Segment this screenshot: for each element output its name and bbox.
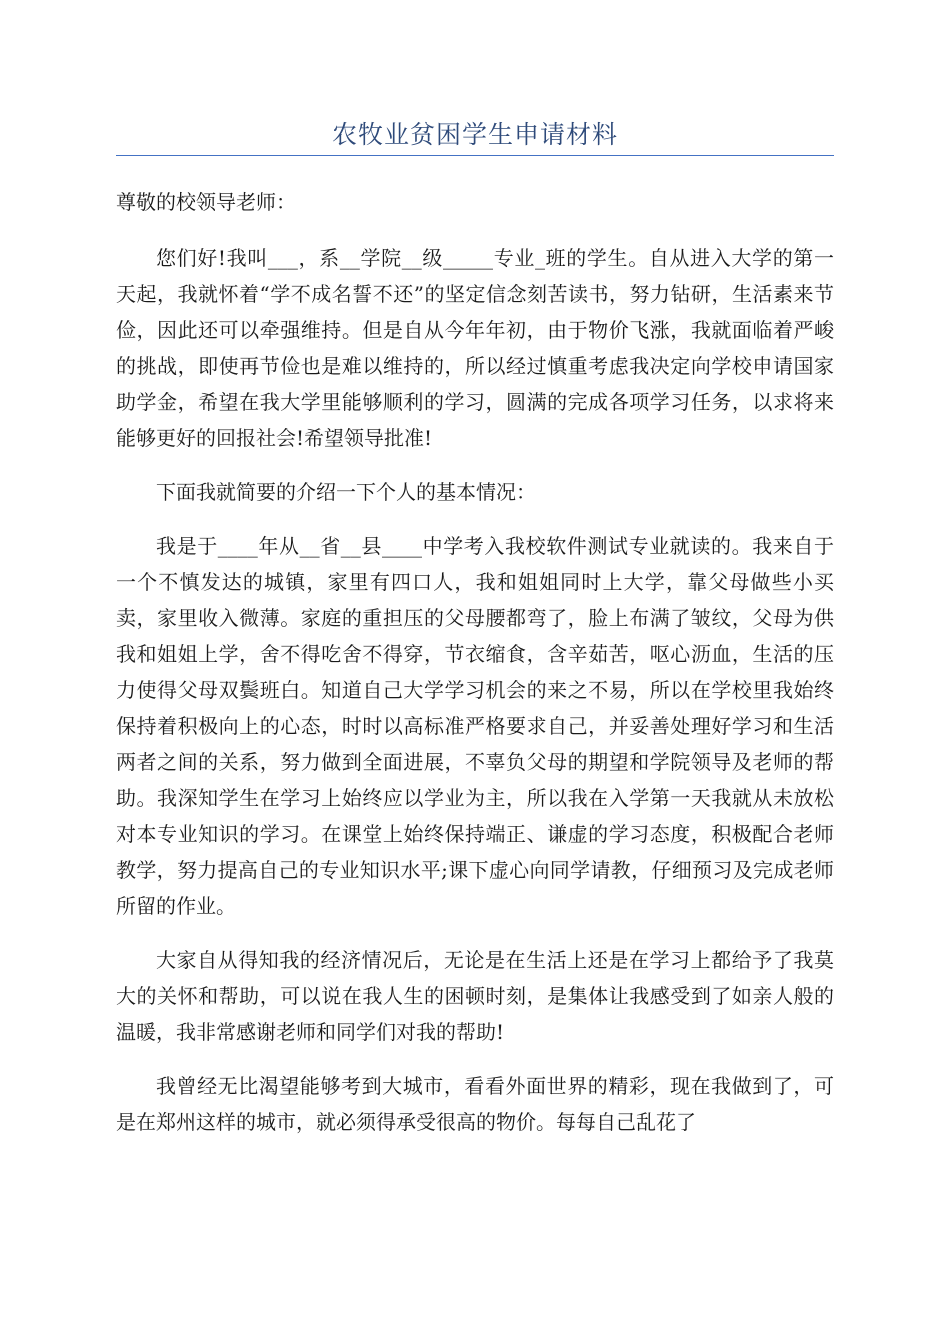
paragraph-intro: 下面我就简要的介绍一下个人的基本情况： <box>156 480 536 504</box>
paragraph-gratitude: 大家自从得知我的经济情况后，无论是在生活上还是在学习上都给予了我莫大的关怀和帮助，可以说在我人生的困顿时刻，是集体让我感受到了如亲人般的温暖，我非常感谢老师和同学们对我的帮助! <box>116 948 834 1044</box>
salutation: 尊敬的校领导老师： <box>116 190 296 214</box>
document-page <box>116 0 834 1140</box>
title-underline <box>116 155 834 156</box>
document-title: 农牧业贫困学生申请材料 <box>331 120 618 149</box>
paragraph-background: 我是于____年从__省__县____中学考入我校软件测试专业就读的。我来自于一个不慎发达的城镇，家里有四口人，我和姐姐同时上大学，靠父母做些小买卖，家里收入微薄。家庭的重担压的父母腰都弯了，脸上布满了皱纹，父母为供我和姐姐上学，舍不得吃舍不得穿，节衣缩食，含辛茹苦，呕心沥血，生活的压力使得父母双鬓班白。知道自己大学学习机会的来之不易，所以在学校里我始终保持着积极向上的心态，时时以高标准严格要求自己，并妥善处理好学习和生活两者之间的关系，努力做到全面进展，不辜负父母的期望和学院领导及老师的帮助。我深知学生在学习上始终应以学业为主，所以我在入学第一天我就从未放松对本专业知识的学习。在课堂上始终保持端正、谦虚的学习态度，积极配合老师教学，努力提高自己的专业知识水平;课下虚心向同学请教，仔细预习及完成老师所留的作业。 <box>116 534 834 918</box>
paragraph-city: 我曾经无比渴望能够考到大城市，看看外面世界的精彩，现在我做到了，可是在郑州这样的城市，就必须得承受很高的物价。每每自己乱花了 <box>116 1074 834 1134</box>
paragraph-greeting: 您们好!我叫___，系__学院__级_____专业_班的学生。自从进入大学的第一天起，我就怀着“学不成名誓不还”的坚定信念刻苦读书，努力钻研，生活素来节俭，因此还可以牵强维持。但是自从今年年初，由于物价飞涨，我就面临着严峻的挑战，即使再节俭也是难以维持的，所以经过慎重考虑我决定向学校申请国家助学金，希望在我大学里能够顺利的学习，圆满的完成各项学习任务，以求将来能够更好的回报社会!希望领导批准! <box>116 246 834 450</box>
